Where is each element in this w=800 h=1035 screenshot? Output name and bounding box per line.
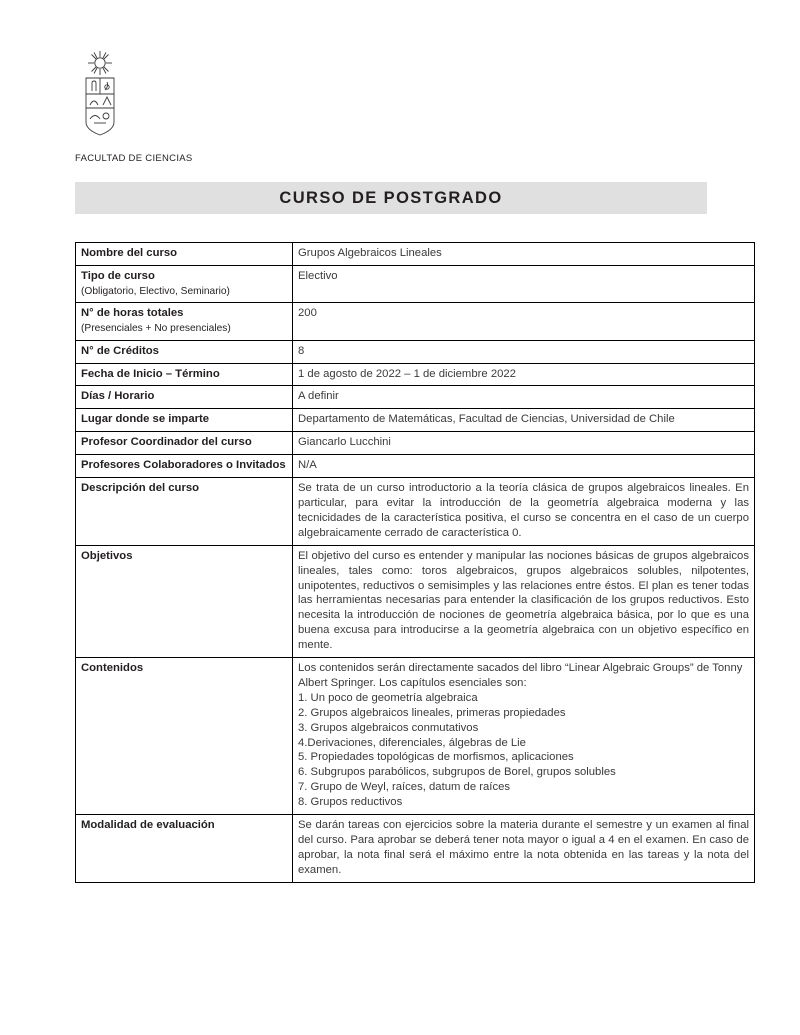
row-label <box>76 265 293 302</box>
row-label <box>76 409 293 432</box>
row-sublabel-text: (Presenciales + No presenciales) <box>81 323 231 335</box>
row-label-text: N° de Créditos <box>81 344 159 357</box>
row-label <box>76 303 293 340</box>
row-label-text: Profesor Coordinador del curso <box>81 436 252 449</box>
row-label-text: Objetivos <box>81 549 133 562</box>
row-label-text: Tipo de curso <box>81 269 155 282</box>
table-row <box>76 409 755 432</box>
row-value: 200 <box>293 303 755 340</box>
row-value: 8 <box>293 340 755 363</box>
row-label <box>76 658 293 815</box>
row-value: El objetivo del curso es entender y manipular las nociones básicas de grupos algebraicos lineales, tales como: toros algebraicos, grupos algebraicos solubles, nilpotentes, unipotentes, reductivos o semisimples y las relaciones entre éstos. El plan es tener todas las herramientas necesarias para entender la clasificación de los grupos reductivos. Esto necesita la introducción de nociones de geometría algebraica básica, por lo que es una buena excusa para introducirse a la geometría algebraica con un objetivo específico en mente. <box>293 545 755 657</box>
university-of-chile-crest-icon <box>76 50 124 136</box>
row-label <box>76 815 293 883</box>
row-label <box>76 455 293 478</box>
content-line: 2. Grupos algebraicos lineales, primeras propiedades <box>298 706 566 719</box>
row-label-text: Descripción del curso <box>81 482 200 495</box>
content-line: 1. Un poco de geometría algebraica <box>298 691 478 704</box>
table-row <box>76 432 755 455</box>
table-row <box>76 386 755 409</box>
row-label-text: N° de horas totales <box>81 307 184 320</box>
document-title-banner <box>75 182 707 214</box>
row-value <box>293 658 755 815</box>
course-info-table <box>75 242 755 883</box>
row-label-text: Profesores Colaboradores o Invitados <box>81 459 286 472</box>
faculty-label: FACULTAD DE CIENCIAS <box>75 153 193 164</box>
row-value: Departamento de Matemáticas, Facultad de Ciencias, Universidad de Chile <box>293 409 755 432</box>
content-line: 6. Subgrupos parabólicos, subgrupos de Borel, grupos solubles <box>298 766 616 779</box>
row-sublabel-text: (Obligatorio, Electivo, Seminario) <box>81 285 230 297</box>
table-row <box>76 363 755 386</box>
row-label <box>76 478 293 546</box>
table-row <box>76 265 755 302</box>
row-label-text: Días / Horario <box>81 390 155 403</box>
content-line: 8. Grupos reductivos <box>298 796 403 809</box>
content-line: 7. Grupo de Weyl, raíces, datum de raíces <box>298 781 511 794</box>
row-label <box>76 363 293 386</box>
row-label <box>76 243 293 266</box>
table-row <box>76 658 755 815</box>
row-value: A definir <box>293 386 755 409</box>
row-label-text: Lugar donde se imparte <box>81 413 210 426</box>
row-label-text: Fecha de Inicio – Término <box>81 367 220 380</box>
table-row <box>76 815 755 883</box>
table-row <box>76 340 755 363</box>
row-label <box>76 545 293 657</box>
row-label-text: Modalidad de evaluación <box>81 819 215 832</box>
page-title: CURSO DE POSTGRADO <box>279 188 503 207</box>
table-row <box>76 455 755 478</box>
row-label <box>76 432 293 455</box>
table-row <box>76 478 755 546</box>
row-value: Electivo <box>293 265 755 302</box>
row-label-text: Nombre del curso <box>81 247 178 259</box>
table-row <box>76 303 755 340</box>
content-line: 3. Grupos algebraicos conmutativos <box>298 721 479 734</box>
content-line: 4.Derivaciones, diferenciales, álgebras de Lie <box>298 736 526 749</box>
table-row <box>76 243 755 266</box>
row-value: 1 de agosto de 2022 – 1 de diciembre 2022 <box>293 363 755 386</box>
course-info-table-body <box>76 243 755 883</box>
row-value: N/A <box>293 455 755 478</box>
content-line: 5. Propiedades topológicas de morfismos, aplicaciones <box>298 751 574 764</box>
row-value: Grupos Algebraicos Lineales <box>293 243 755 266</box>
content-line: Los contenidos serán directamente sacados del libro “Linear Algebraic Groups” de Tonny Albert Springer. Los capítulos esenciales son: <box>298 662 743 689</box>
row-value: Se trata de un curso introductorio a la teoría clásica de grupos algebraicos lineales. En particular, para evitar la introducción de la geometría algebraica moderna y las tecnicidades de la característica positiva, el curso se concentra en el caso de un cuerpo algebraicamente cerrado de característica 0. <box>293 478 755 546</box>
row-label <box>76 340 293 363</box>
row-label-text: Contenidos <box>81 662 144 675</box>
row-value: Se darán tareas con ejercicios sobre la materia durante el semestre y un examen al final del curso. Para aprobar se deberá tener nota mayor o igual a 4 en el examen. En caso de aprobar, la nota final será el máximo entre la nota obtenida en las tareas y la nota del examen. <box>293 815 755 883</box>
table-row <box>76 545 755 657</box>
row-label <box>76 386 293 409</box>
row-value: Giancarlo Lucchini <box>293 432 755 455</box>
